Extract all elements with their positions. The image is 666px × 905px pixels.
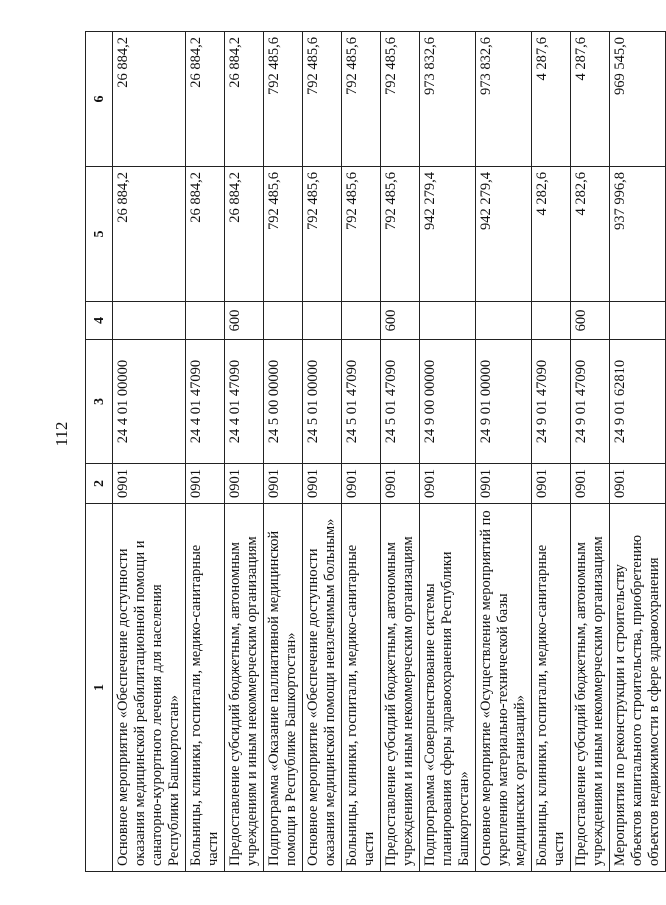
row-expense-type <box>476 302 532 340</box>
row-amount-col5: 26 884,2 <box>186 167 225 302</box>
row-section-code: 0901 <box>571 464 610 504</box>
row-section-code: 0901 <box>186 464 225 504</box>
row-name: Основное мероприятие «Осуществление мероприятий по укреплению материально-технической базы медицинских организаций» <box>476 504 532 872</box>
row-amount-col6: 792 485,6 <box>264 32 303 167</box>
row-name: Подпрограмма «Совершенствование системы планирования сферы здравоохранения Республики Башкортостан» <box>420 504 476 872</box>
table-row <box>264 32 303 872</box>
row-section-code: 0901 <box>303 464 342 504</box>
row-expense-type <box>342 302 381 340</box>
table-row <box>476 32 532 872</box>
rotated-table-container <box>85 32 662 872</box>
table-row <box>571 32 610 872</box>
header-cell-3: 3 <box>86 340 113 464</box>
row-expense-type <box>264 302 303 340</box>
row-name: Предоставление субсидий бюджетным, автономным учреждениям и иным некоммерческим организациям <box>225 504 264 872</box>
table-row <box>113 32 186 872</box>
row-amount-col6: 969 545,0 <box>610 32 666 167</box>
row-section-code: 0901 <box>420 464 476 504</box>
row-expense-type: 600 <box>571 302 610 340</box>
row-section-code: 0901 <box>225 464 264 504</box>
row-name: Больницы, клиники, госпитали, медико-санитарные части <box>532 504 571 872</box>
header-cell-1: 1 <box>86 504 113 872</box>
row-target-code: 24 9 01 47090 <box>571 340 610 464</box>
row-name: Основное мероприятие «Обеспечение доступности оказания медицинской помощи неизлечимым больным» <box>303 504 342 872</box>
table-row <box>532 32 571 872</box>
table-row <box>420 32 476 872</box>
header-row <box>86 32 113 872</box>
row-target-code: 24 4 01 47090 <box>225 340 264 464</box>
row-amount-col6: 973 832,6 <box>476 32 532 167</box>
row-amount-col5: 26 884,2 <box>113 167 186 302</box>
row-amount-col5: 937 996,8 <box>610 167 666 302</box>
row-section-code: 0901 <box>610 464 666 504</box>
header-cell-4: 4 <box>86 302 113 340</box>
row-name: Предоставление субсидий бюджетным, автономным учреждениям и иным некоммерческим организациям <box>571 504 610 872</box>
row-amount-col5: 26 884,2 <box>225 167 264 302</box>
row-amount-col5: 792 485,6 <box>342 167 381 302</box>
row-name: Больницы, клиники, госпитали, медико-санитарные части <box>342 504 381 872</box>
row-section-code: 0901 <box>264 464 303 504</box>
row-target-code: 24 5 01 47090 <box>342 340 381 464</box>
row-amount-col6: 26 884,2 <box>113 32 186 167</box>
header-cell-5: 5 <box>86 167 113 302</box>
table-row <box>381 32 420 872</box>
table-row <box>225 32 264 872</box>
row-name: Предоставление субсидий бюджетным, автономным учреждениям и иным некоммерческим организациям <box>381 504 420 872</box>
table-row <box>186 32 225 872</box>
header-cell-6: 6 <box>86 32 113 167</box>
row-target-code: 24 9 00 00000 <box>420 340 476 464</box>
row-target-code: 24 4 01 00000 <box>113 340 186 464</box>
row-name: Подпрограмма «Оказание паллиативной медицинской помощи в Республике Башкортостан» <box>264 504 303 872</box>
row-section-code: 0901 <box>113 464 186 504</box>
row-name: Основное мероприятие «Обеспечение доступности оказания медицинской реабилитационной помощи и санаторно-курортного лечения для населения Республики Башкортостан» <box>113 504 186 872</box>
row-amount-col5: 942 279,4 <box>476 167 532 302</box>
row-amount-col6: 4 287,6 <box>532 32 571 167</box>
row-amount-col5: 792 485,6 <box>303 167 342 302</box>
row-amount-col6: 792 485,6 <box>303 32 342 167</box>
row-target-code: 24 9 01 00000 <box>476 340 532 464</box>
row-amount-col5: 792 485,6 <box>381 167 420 302</box>
budget-table <box>85 31 666 872</box>
row-expense-type <box>186 302 225 340</box>
row-target-code: 24 9 01 62810 <box>610 340 666 464</box>
row-amount-col5: 942 279,4 <box>420 167 476 302</box>
row-section-code: 0901 <box>476 464 532 504</box>
row-section-code: 0901 <box>532 464 571 504</box>
row-expense-type <box>303 302 342 340</box>
row-section-code: 0901 <box>381 464 420 504</box>
row-amount-col6: 26 884,2 <box>186 32 225 167</box>
row-section-code: 0901 <box>342 464 381 504</box>
table-row <box>610 32 666 872</box>
row-amount-col6: 792 485,6 <box>342 32 381 167</box>
row-amount-col5: 4 282,6 <box>571 167 610 302</box>
row-target-code: 24 5 01 47090 <box>381 340 420 464</box>
row-expense-type <box>610 302 666 340</box>
row-expense-type <box>532 302 571 340</box>
row-amount-col6: 973 832,6 <box>420 32 476 167</box>
page-number: 112 <box>52 421 71 447</box>
row-amount-col6: 26 884,2 <box>225 32 264 167</box>
row-target-code: 24 5 01 00000 <box>303 340 342 464</box>
row-amount-col6: 792 485,6 <box>381 32 420 167</box>
row-expense-type: 600 <box>381 302 420 340</box>
row-amount-col5: 792 485,6 <box>264 167 303 302</box>
row-target-code: 24 9 01 47090 <box>532 340 571 464</box>
table-row <box>342 32 381 872</box>
row-expense-type <box>113 302 186 340</box>
row-expense-type: 600 <box>225 302 264 340</box>
row-name: Больницы, клиники, госпитали, медико-санитарные части <box>186 504 225 872</box>
header-cell-2: 2 <box>86 464 113 504</box>
row-target-code: 24 5 00 00000 <box>264 340 303 464</box>
row-amount-col6: 4 287,6 <box>571 32 610 167</box>
row-amount-col5: 4 282,6 <box>532 167 571 302</box>
row-target-code: 24 4 01 47090 <box>186 340 225 464</box>
row-name: Мероприятия по реконструкции и строительству объектов капитального строительства, приобретению объектов недвижимости в сфере здравоохранения <box>610 504 666 872</box>
table-row <box>303 32 342 872</box>
row-expense-type <box>420 302 476 340</box>
